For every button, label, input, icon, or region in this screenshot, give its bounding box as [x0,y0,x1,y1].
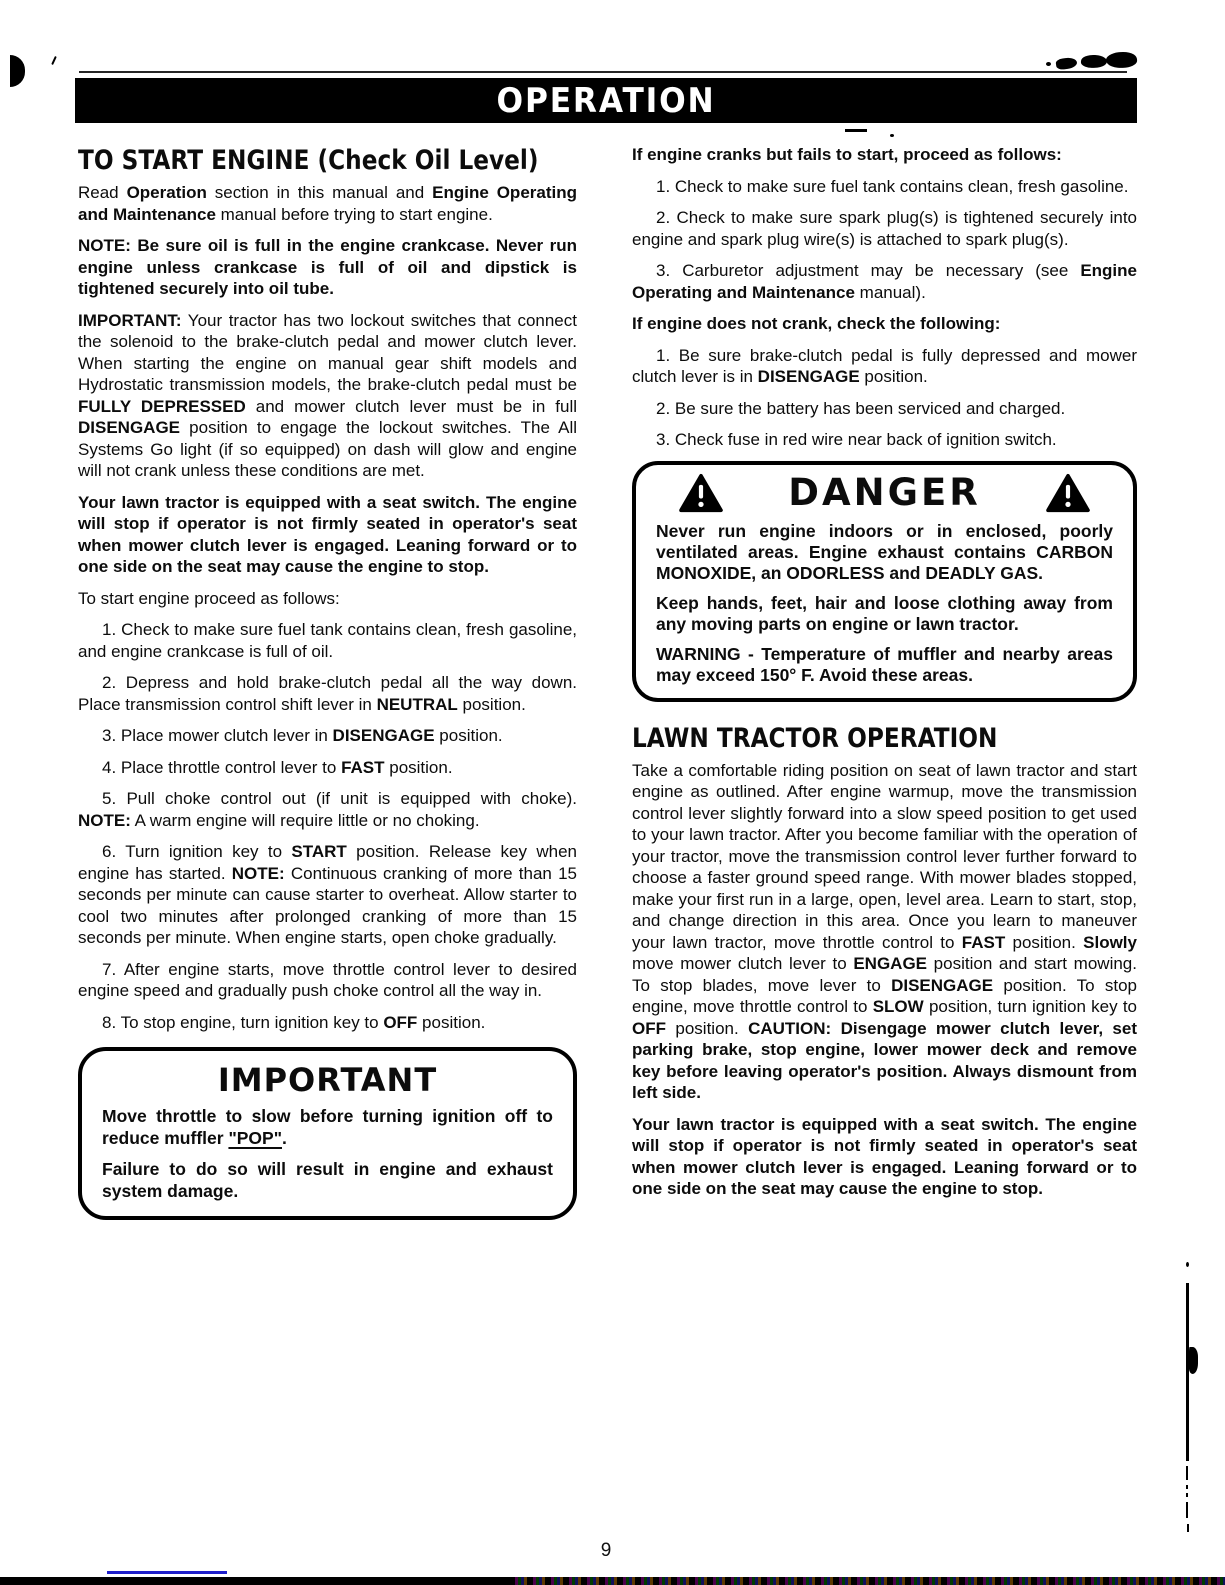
important-box-paragraph: Move throttle to slow before turning ignition off to reduce muffler "POP". [102,1106,553,1148]
danger-box-title: DANGER [788,470,981,514]
scan-artifact-vertical-line [1186,1283,1189,1461]
scan-artifact-dash [1186,1493,1188,1497]
scan-artifact-dash [845,129,867,132]
list-item-start-5: 5. Pull choke control out (if unit is equipped with choke). NOTE: A warm engine will require little or no choking. [78,789,577,830]
heading-to-start-engine: TO START ENGINE (Check Oil Level) [78,145,539,176]
warning-triangle-icon [1045,473,1091,513]
scan-artifact-smudge [1105,50,1138,69]
list-item-start-3: 3. Place mower clutch lever in DISENGAGE position. [102,726,503,745]
list-item-no-crank-3: 3. Check fuse in red wire near back of ignition switch. [656,430,1057,449]
paragraph-important-lockout: IMPORTANT: Your tractor has two lockout switches that connect the solenoid to the brake-clutch pedal and mower clutch lever. When starting the engine on manual gear shift models and Hydrostatic transmission models, the brake-clutch pedal must be FULLY DEPRESSED and mower clutch lever must be in full DISENGAGE position to engage the lockout switches. The All Systems Go light (if so equipped) on dash will glow and engine will not crank unless these conditions are met. [78,310,578,480]
scan-artifact-smudge [1046,62,1051,66]
paragraph-note-oil: NOTE: Be sure oil is full in the engine crankcase. Never run engine unless crankcase is full of oil and dipstick is tightened securely into oil tube. [78,236,577,298]
scan-artifact-dash [1186,1466,1188,1480]
important-box [78,1047,577,1220]
important-box-paragraph: Failure to do so will result in engine and exhaust system damage. [102,1159,553,1201]
list-item-cranks-3: 3. Carburetor adjustment may be necessary (see Engine Operating and Maintenance manual). [632,261,1137,302]
section-header-bar [75,78,1137,123]
warning-triangle-icon [678,473,724,513]
blue-underline-mark [107,1571,227,1574]
scan-artifact-tick [51,56,57,65]
danger-box-paragraph: Keep hands, feet, hair and loose clothing away from any moving parts on engine or lawn tractor. [656,592,1113,634]
paragraph-seat-switch: Your lawn tractor is equipped with a seat switch. The engine will stop if operator is not firmly seated in operator's seat when mower clutch lever is engaged. Leaning forward or to one side on the seat may cause the engine to stop. [78,492,577,576]
list-item-no-crank-2: 2. Be sure the battery has been serviced and charged. [656,398,1066,418]
scan-artifact-smudge [1055,57,1077,71]
paragraph-lawn-operation: Take a comfortable riding position on seat of lawn tractor and start engine as outlined. After engine warmup, move the transmission control lever slightly forward into a slow speed position to get used to your lawn tractor. After you become familiar with the operation of your tractor, move the transmission control lever further forward to choose a faster ground speed range. With mower blades stopped, make your first run in a large, open, level area. Learn to start, stop, and change direction in this area. Once you learn to maneuver your lawn tractor, move throttle control to FAST position. Slowly move mower clutch lever to ENGAGE position and start mowing. To stop blades, move lever to DISENGAGE position. To stop engine, move throttle control to SLOW position, turn ignition key to OFF position. CAUTION: Disengage mower clutch lever, set parking brake, stop engine, lower mower deck and remove key before leaving operator's position. Always dismount from left side. [632,760,1137,1102]
scan-artifact-dash [1186,1502,1188,1518]
paragraph-no-crank-heading: If engine does not crank, check the following: [632,314,1001,333]
scan-noise [515,1577,1225,1585]
danger-box-paragraph: Never run engine indoors or in enclosed, poorly ventilated areas. Engine exhaust contains CARBON MONOXIDE, an ODORLESS and DEADLY GAS. [656,520,1113,583]
danger-box-title-row [656,470,1113,514]
paragraph-cranks-heading: If engine cranks but fails to start, proceed as follows: [632,145,1062,164]
scan-artifact-dash [1186,1485,1188,1489]
heading-lawn-tractor-operation: LAWN TRACTOR OPERATION [632,722,998,754]
scan-artifact-blob [1189,1347,1198,1374]
right-column [632,144,1137,1210]
scan-artifact-smudge [1081,54,1108,69]
list-item-start-6: 6. Turn ignition key to START position. Release key when engine has started. NOTE: Continuous cranking of more than 15 seconds per minute can cause starter to overheat. Allow starter to cool two minutes after prolonged cranking of more than 15 seconds per minute. When engine starts, open choke gradually. [78,842,577,947]
list-item-start-7: 7. After engine starts, move throttle control lever to desired engine speed and gradually push choke control all the way in. [78,959,577,1000]
list-item-start-4: 4. Place throttle control lever to FAST position. [102,757,453,777]
list-item-start-1: 1. Check to make sure fuel tank contains clean, fresh gasoline, and engine crankcase is full of oil. [78,620,577,661]
list-item-no-crank-1: 1. Be sure brake-clutch pedal is fully depressed and mower clutch lever is in DISENGAGE position. [632,345,1137,386]
scan-artifact-dot [1186,1262,1189,1267]
page-bottom-edge [0,1577,1225,1585]
paragraph-intro: Read Operation section in this manual and Engine Operating and Maintenance manual before trying to start engine. [78,183,577,224]
paragraph-start-lead: To start engine proceed as follows: [78,588,340,608]
list-item-start-8: 8. To stop engine, turn ignition key to OFF position. [102,1012,486,1032]
section-header-title: OPERATION [496,80,716,121]
danger-box-paragraph: WARNING - Temperature of muffler and nearby areas may exceed 150° F. Avoid these areas. [656,643,1113,685]
paragraph-seat-switch-repeat: Your lawn tractor is equipped with a seat switch. The engine will stop if operator is not firmly seated in operator's seat when mower clutch lever is engaged. Leaning forward or to one side on the seat may cause the engine to stop. [632,1114,1137,1198]
scan-artifact-dash [1187,1524,1189,1532]
list-item-start-2: 2. Depress and hold brake-clutch pedal all the way down. Place transmission control shift lever in NEUTRAL position. [78,673,577,714]
left-column [78,146,577,1220]
page-number: 9 [600,1540,612,1561]
important-box-title: IMPORTANT [217,1061,438,1099]
list-item-cranks-2: 2. Check to make sure spark plug(s) is tightened securely into engine and spark plug wire(s) is attached to spark plug(s). [632,208,1137,249]
danger-box [632,461,1137,702]
scan-artifact-left-blob [10,55,25,87]
scan-artifact-dot [890,134,894,137]
list-item-cranks-1: 1. Check to make sure fuel tank contains clean, fresh gasoline. [656,176,1129,196]
